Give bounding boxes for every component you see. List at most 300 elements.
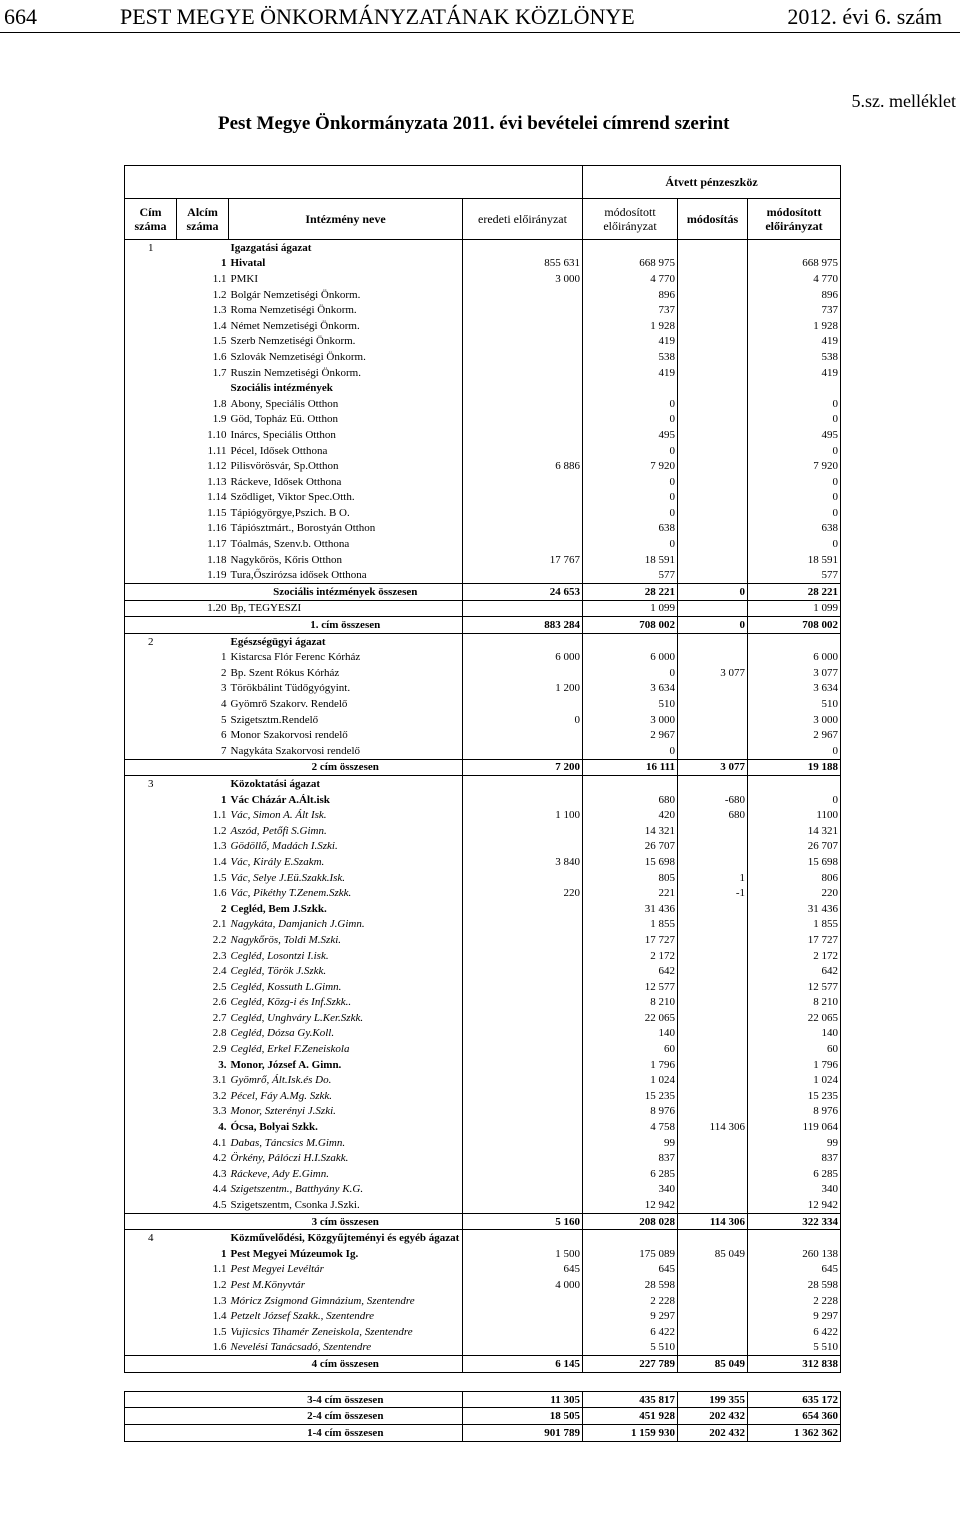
cim-cell bbox=[125, 995, 177, 1011]
alcim-cell: 2.3 bbox=[212, 949, 227, 962]
modositott-cell: 227 789 bbox=[583, 1356, 678, 1373]
modositas-cell bbox=[678, 600, 748, 617]
table-row bbox=[125, 256, 841, 272]
modositott-cell: 16 111 bbox=[583, 759, 678, 776]
alcim-cell: 2.4 bbox=[212, 965, 227, 978]
modositas-cell bbox=[678, 1135, 748, 1151]
alcim-cell: 1.20 bbox=[207, 602, 227, 615]
modositott2-cell: 654 360 bbox=[748, 1408, 841, 1425]
cim-cell bbox=[125, 349, 177, 365]
cim-cell bbox=[125, 792, 177, 808]
spacer-row bbox=[125, 1372, 841, 1391]
cim-cell bbox=[125, 1293, 177, 1309]
name-cell: Cegléd, Unghváry L.Ker.Szkk. bbox=[229, 1010, 463, 1026]
modositott-cell: 495 bbox=[583, 427, 678, 443]
table-row bbox=[125, 271, 841, 287]
grand-total-spacer bbox=[125, 1408, 229, 1425]
modositott-cell: 8 210 bbox=[583, 995, 678, 1011]
eredeti-cell: 3 840 bbox=[463, 854, 583, 870]
grand-total-spacer bbox=[125, 1424, 229, 1441]
modositott2-cell: 1100 bbox=[748, 807, 841, 823]
cim-cell bbox=[125, 490, 177, 506]
modositott-cell: 221 bbox=[583, 885, 678, 901]
alcim-cell bbox=[177, 759, 229, 776]
modositott2-cell: 1 796 bbox=[748, 1057, 841, 1073]
table-row bbox=[125, 901, 841, 917]
modositas-cell: 114 306 bbox=[678, 1213, 748, 1230]
eredeti-cell bbox=[463, 1041, 583, 1057]
modositott2-cell: 5 510 bbox=[748, 1340, 841, 1356]
name-cell: Monor, Szterényi J.Szki. bbox=[229, 1104, 463, 1120]
alcim-cell bbox=[177, 1213, 229, 1230]
name-cell: Pilisvörösvár, Sp.Otthon bbox=[229, 458, 463, 474]
eredeti-cell bbox=[463, 1182, 583, 1198]
modositas-cell bbox=[678, 380, 748, 396]
cim-cell bbox=[125, 302, 177, 318]
name-cell: Tápiósztmárt., Borostyán Otthon bbox=[229, 521, 463, 537]
cim-cell bbox=[125, 681, 177, 697]
name-cell: Örkény, Pálóczi H.I.Szakk. bbox=[229, 1150, 463, 1166]
name-cell: Tápiógyörgye,Pszich. B O. bbox=[229, 505, 463, 521]
eredeti-cell: 5 160 bbox=[463, 1213, 583, 1230]
name-cell: Bolgár Nemzetiségi Önkorm. bbox=[229, 287, 463, 303]
cim-cell bbox=[125, 521, 177, 537]
eredeti-cell bbox=[463, 349, 583, 365]
modositott2-cell: 642 bbox=[748, 963, 841, 979]
table-row bbox=[125, 743, 841, 759]
alcim-cell: 1.19 bbox=[207, 569, 227, 582]
grand-total-spacer bbox=[125, 1391, 229, 1408]
modositott2-cell: 28 221 bbox=[748, 584, 841, 601]
modositas-cell: 202 432 bbox=[678, 1424, 748, 1441]
cim-cell bbox=[125, 1182, 177, 1198]
modositas-cell bbox=[678, 948, 748, 964]
modositott-cell: 0 bbox=[583, 412, 678, 428]
modositott-cell: 0 bbox=[583, 443, 678, 459]
modositott-cell: 26 707 bbox=[583, 839, 678, 855]
eredeti-cell: 855 631 bbox=[463, 256, 583, 272]
modositott-cell: 645 bbox=[583, 1262, 678, 1278]
grand-total-row bbox=[125, 1408, 841, 1425]
table-row bbox=[125, 1340, 841, 1356]
cim-cell bbox=[125, 1166, 177, 1182]
modositott2-cell: 510 bbox=[748, 696, 841, 712]
modositott-cell: 0 bbox=[583, 505, 678, 521]
eredeti-cell: 883 284 bbox=[463, 617, 583, 634]
alcim-cell bbox=[177, 776, 229, 792]
modositas-cell bbox=[678, 1197, 748, 1213]
eredeti-cell bbox=[463, 505, 583, 521]
eredeti-cell: 11 305 bbox=[463, 1391, 583, 1408]
modositas-cell bbox=[678, 1308, 748, 1324]
name-cell: Közművelődési, Közgyűjteményi és egyéb ágazat bbox=[229, 1230, 463, 1246]
table-row bbox=[125, 334, 841, 350]
issue-label: 2012. évi 6. szám bbox=[787, 4, 942, 29]
table-row bbox=[125, 536, 841, 552]
cim-cell bbox=[125, 665, 177, 681]
modositott2-cell bbox=[748, 240, 841, 256]
modositott-cell bbox=[583, 240, 678, 256]
modositott2-header: módosított előirányzat bbox=[748, 199, 841, 240]
modositott-cell: 680 bbox=[583, 792, 678, 808]
cim-cell bbox=[125, 334, 177, 350]
alcim-cell: 1.6 bbox=[212, 1341, 227, 1354]
alcim-cell: 3.3 bbox=[212, 1105, 227, 1118]
alcim-cell: 2.2 bbox=[212, 933, 227, 946]
eredeti-header: eredeti előirányzat bbox=[463, 199, 583, 240]
modositott-cell: 419 bbox=[583, 334, 678, 350]
name-cell: Közoktatási ágazat bbox=[229, 776, 463, 792]
cim-cell bbox=[125, 318, 177, 334]
eredeti-cell bbox=[463, 948, 583, 964]
cim-cell bbox=[125, 1119, 177, 1135]
modositas-cell bbox=[678, 1230, 748, 1246]
table-row bbox=[125, 963, 841, 979]
alcim-cell: 1 bbox=[221, 793, 227, 806]
eredeti-cell bbox=[463, 633, 583, 649]
alcim-cell: 1.18 bbox=[207, 553, 227, 566]
name-cell: Pest Megyei Levéltár bbox=[229, 1262, 463, 1278]
eredeti-cell: 901 789 bbox=[463, 1424, 583, 1441]
alcim-cell: 4.1 bbox=[212, 1136, 227, 1149]
table-row bbox=[125, 1150, 841, 1166]
table-row bbox=[125, 727, 841, 743]
table-row bbox=[125, 1262, 841, 1278]
eredeti-cell bbox=[463, 396, 583, 412]
eredeti-cell bbox=[463, 1026, 583, 1042]
modositott-cell: 31 436 bbox=[583, 901, 678, 917]
cim-szama-label: száma bbox=[134, 219, 167, 233]
alcim-cell: 3 bbox=[221, 682, 227, 695]
modositas-cell bbox=[678, 1277, 748, 1293]
eredeti-cell bbox=[463, 1293, 583, 1309]
eredeti-cell: 6 000 bbox=[463, 649, 583, 665]
eredeti-cell: 1 500 bbox=[463, 1246, 583, 1262]
name-cell: Vác, Selye J.Eü.Szakk.Isk. bbox=[229, 870, 463, 886]
modositott-cell: 1 796 bbox=[583, 1057, 678, 1073]
modositott-cell: 1 855 bbox=[583, 917, 678, 933]
modositas-cell bbox=[678, 633, 748, 649]
table-row bbox=[125, 240, 841, 256]
table-row bbox=[125, 1293, 841, 1309]
modositas-cell: 3 077 bbox=[678, 665, 748, 681]
alcim-cell: 3.1 bbox=[212, 1074, 227, 1087]
cim-cell bbox=[125, 743, 177, 759]
revenue-table bbox=[124, 165, 841, 1442]
modositott-cell: 642 bbox=[583, 963, 678, 979]
eredeti-cell: 7 200 bbox=[463, 759, 583, 776]
alcim-cell: 4 bbox=[221, 698, 227, 711]
modositas-cell bbox=[678, 839, 748, 855]
name-cell: Tura,Őszirózsa idősek Otthona bbox=[229, 567, 463, 583]
cim-cell bbox=[125, 759, 177, 776]
table-row bbox=[125, 870, 841, 886]
modositott2-cell bbox=[748, 776, 841, 792]
eredeti-cell: 4 000 bbox=[463, 1277, 583, 1293]
name-cell: Egészségügyi ágazat bbox=[229, 633, 463, 649]
modositas-cell bbox=[678, 302, 748, 318]
alcim-header bbox=[177, 199, 229, 240]
cim-cell bbox=[125, 870, 177, 886]
alcim-cell: 1.12 bbox=[207, 460, 227, 473]
modositott2-cell: 22 065 bbox=[748, 1010, 841, 1026]
modositott2-cell: 14 321 bbox=[748, 823, 841, 839]
modositott2-cell: 8 976 bbox=[748, 1104, 841, 1120]
modositott2-cell: 260 138 bbox=[748, 1246, 841, 1262]
alcim-cell: 1.6 bbox=[212, 350, 227, 363]
modositott-header: módosított előirányzat bbox=[583, 199, 678, 240]
alcim-cell: 5 bbox=[221, 713, 227, 726]
cim-cell bbox=[125, 505, 177, 521]
grand-total-label: 2-4 cím összesen bbox=[229, 1408, 463, 1425]
table-row bbox=[125, 1166, 841, 1182]
cim-cell bbox=[125, 649, 177, 665]
alcim-cell: 1.4 bbox=[212, 855, 227, 868]
name-cell: Német Nemzetiségi Önkorm. bbox=[229, 318, 463, 334]
eredeti-cell bbox=[463, 443, 583, 459]
modositott-cell: 340 bbox=[583, 1182, 678, 1198]
name-cell: Pest Megyei Múzeumok Ig. bbox=[229, 1246, 463, 1262]
eredeti-cell bbox=[463, 1057, 583, 1073]
modositas-cell bbox=[678, 318, 748, 334]
modositott2-cell: 419 bbox=[748, 365, 841, 381]
modositas-cell bbox=[678, 712, 748, 728]
modositas-cell bbox=[678, 443, 748, 459]
modositas-cell bbox=[678, 1010, 748, 1026]
modositott-cell: 12 942 bbox=[583, 1197, 678, 1213]
name-cell: Cegléd, Török J.Szkk. bbox=[229, 963, 463, 979]
modositott-cell: 15 698 bbox=[583, 854, 678, 870]
modositott-cell: 0 bbox=[583, 490, 678, 506]
modositott2-cell: 2 228 bbox=[748, 1293, 841, 1309]
eredeti-cell: 18 505 bbox=[463, 1408, 583, 1425]
name-cell: Pécel, Idősek Otthona bbox=[229, 443, 463, 459]
modositott-cell bbox=[583, 776, 678, 792]
cim-cell: 4 bbox=[125, 1230, 177, 1246]
modositott2-cell: 668 975 bbox=[748, 256, 841, 272]
table-row bbox=[125, 1072, 841, 1088]
cim-cell bbox=[125, 1308, 177, 1324]
cim-cell: 2 bbox=[125, 633, 177, 649]
alcim-cell: 3. bbox=[218, 1058, 227, 1071]
name-cell: Nagykáta, Damjanich J.Gimn. bbox=[229, 917, 463, 933]
total-row bbox=[125, 1213, 841, 1230]
cim-cell bbox=[125, 823, 177, 839]
name-cell: Igazgatási ágazat bbox=[229, 240, 463, 256]
table-row bbox=[125, 552, 841, 568]
modositott2-cell: 0 bbox=[748, 505, 841, 521]
modositott2-cell: 0 bbox=[748, 490, 841, 506]
table-row bbox=[125, 490, 841, 506]
modositas-cell bbox=[678, 521, 748, 537]
cim-cell bbox=[125, 1057, 177, 1073]
name-cell: Dabas, Táncsics M.Gimn. bbox=[229, 1135, 463, 1151]
eredeti-cell bbox=[463, 727, 583, 743]
eredeti-cell bbox=[463, 870, 583, 886]
modositott-cell: 0 bbox=[583, 743, 678, 759]
modositott2-cell: 737 bbox=[748, 302, 841, 318]
cim-cell: 1 bbox=[125, 240, 177, 256]
eredeti-cell: 1 100 bbox=[463, 807, 583, 823]
cim-cell bbox=[125, 427, 177, 443]
eredeti-cell bbox=[463, 917, 583, 933]
cim-cell bbox=[125, 256, 177, 272]
alcim-cell: 4.5 bbox=[212, 1199, 227, 1212]
table-row bbox=[125, 318, 841, 334]
table-row bbox=[125, 979, 841, 995]
modositas-cell bbox=[678, 536, 748, 552]
modositas-cell: 202 432 bbox=[678, 1408, 748, 1425]
modositott2-cell: 15 235 bbox=[748, 1088, 841, 1104]
modositott-cell: 4 758 bbox=[583, 1119, 678, 1135]
alcim-cell: 2.6 bbox=[212, 996, 227, 1009]
modositott2-cell: 0 bbox=[748, 474, 841, 490]
alcim-cell bbox=[177, 380, 229, 396]
eredeti-cell bbox=[463, 240, 583, 256]
name-cell: Vác, Simon A. Ált Isk. bbox=[229, 807, 463, 823]
modositott2-cell: 0 bbox=[748, 443, 841, 459]
table-row bbox=[125, 681, 841, 697]
modositott-cell: 538 bbox=[583, 349, 678, 365]
alcim-cell: 1.17 bbox=[207, 538, 227, 551]
cim-cell bbox=[125, 1277, 177, 1293]
table-row bbox=[125, 1119, 841, 1135]
table-row bbox=[125, 1041, 841, 1057]
eredeti-cell bbox=[463, 334, 583, 350]
modositas-cell: 85 049 bbox=[678, 1356, 748, 1373]
cim-cell bbox=[125, 696, 177, 712]
table-row bbox=[125, 287, 841, 303]
modositott-cell: 896 bbox=[583, 287, 678, 303]
table-row bbox=[125, 1057, 841, 1073]
name-cell: 4 cím összesen bbox=[229, 1356, 463, 1373]
table-row bbox=[125, 1277, 841, 1293]
cim-cell bbox=[125, 552, 177, 568]
modositott2-cell: 4 770 bbox=[748, 271, 841, 287]
name-cell: Gyömrő, Ált.Isk.és Do. bbox=[229, 1072, 463, 1088]
cim-cell bbox=[125, 948, 177, 964]
document-title: Pest Megye Önkormányzata 2011. évi bevételei címrend szerint bbox=[218, 113, 730, 134]
modositott-cell: 0 bbox=[583, 396, 678, 412]
modositas-cell bbox=[678, 256, 748, 272]
name-cell: Szociális intézmények összesen bbox=[229, 584, 463, 601]
modositott2-cell: 18 591 bbox=[748, 552, 841, 568]
eredeti-cell bbox=[463, 318, 583, 334]
modositas-cell bbox=[678, 505, 748, 521]
table-row bbox=[125, 995, 841, 1011]
name-cell: Nevelési Tanácsadó, Szentendre bbox=[229, 1340, 463, 1356]
name-cell: Móricz Zsigmond Gimnázium, Szentendre bbox=[229, 1293, 463, 1309]
modositott2-cell: 1 099 bbox=[748, 600, 841, 617]
alcim-cell: 1.3 bbox=[212, 840, 227, 853]
table-row bbox=[125, 521, 841, 537]
alcim-cell: 2 bbox=[221, 902, 227, 915]
modositott2-cell: 806 bbox=[748, 870, 841, 886]
modositott-cell: 8 976 bbox=[583, 1104, 678, 1120]
name-cell: 3 cím összesen bbox=[229, 1213, 463, 1230]
alcim-cell bbox=[177, 617, 229, 634]
cim-cell bbox=[125, 1324, 177, 1340]
name-cell: Szigetszentm., Batthyány K.G. bbox=[229, 1182, 463, 1198]
name-cell: Gödöllő, Madách I.Szki. bbox=[229, 839, 463, 855]
modositott-cell: 708 002 bbox=[583, 617, 678, 634]
modositott2-cell: 419 bbox=[748, 334, 841, 350]
modositott2-cell: 8 210 bbox=[748, 995, 841, 1011]
name-cell: Aszód, Petőfi S.Gimn. bbox=[229, 823, 463, 839]
eredeti-cell bbox=[463, 567, 583, 583]
table-row bbox=[125, 505, 841, 521]
modositott2-cell: 1 928 bbox=[748, 318, 841, 334]
alcim-cell: 2.1 bbox=[212, 918, 227, 931]
table-row bbox=[125, 600, 841, 617]
table-row bbox=[125, 1135, 841, 1151]
eredeti-cell bbox=[463, 776, 583, 792]
table-row bbox=[125, 776, 841, 792]
cim-cell bbox=[125, 1041, 177, 1057]
modositas-cell bbox=[678, 932, 748, 948]
cim-cell bbox=[125, 932, 177, 948]
name-cell: Szigetsztm.Rendelő bbox=[229, 712, 463, 728]
modositas-cell: 680 bbox=[678, 807, 748, 823]
modositott2-cell: 0 bbox=[748, 396, 841, 412]
cim-cell bbox=[125, 380, 177, 396]
modositott2-cell: 3 000 bbox=[748, 712, 841, 728]
page-header bbox=[0, 2, 960, 33]
name-cell: Sződliget, Viktor Spec.Otth. bbox=[229, 490, 463, 506]
eredeti-cell bbox=[463, 665, 583, 681]
modositott-cell: 18 591 bbox=[583, 552, 678, 568]
modositott-cell: 22 065 bbox=[583, 1010, 678, 1026]
eredeti-cell: 6 145 bbox=[463, 1356, 583, 1373]
modositott-cell: 7 920 bbox=[583, 458, 678, 474]
name-cell: Cegléd, Erkel F.Zeneiskola bbox=[229, 1041, 463, 1057]
eredeti-cell bbox=[463, 490, 583, 506]
modositott-cell: 805 bbox=[583, 870, 678, 886]
modositas-cell bbox=[678, 854, 748, 870]
eredeti-cell bbox=[463, 901, 583, 917]
modositott2-cell: 12 942 bbox=[748, 1197, 841, 1213]
modositas-cell bbox=[678, 334, 748, 350]
modositott2-cell: 1 362 362 bbox=[748, 1424, 841, 1441]
name-cell: Hivatal bbox=[229, 256, 463, 272]
eredeti-cell bbox=[463, 600, 583, 617]
modositas-cell bbox=[678, 365, 748, 381]
name-cell: Kistarcsa Flór Ferenc Kórház bbox=[229, 649, 463, 665]
eredeti-cell bbox=[463, 1135, 583, 1151]
cim-cell bbox=[125, 1088, 177, 1104]
name-cell: Tóalmás, Szenv.b. Otthona bbox=[229, 536, 463, 552]
total-row bbox=[125, 759, 841, 776]
modositott2-cell: 3 077 bbox=[748, 665, 841, 681]
modositas-cell bbox=[678, 995, 748, 1011]
modositas-cell bbox=[678, 649, 748, 665]
modositott2-cell: 708 002 bbox=[748, 617, 841, 634]
modositott-cell: 9 297 bbox=[583, 1308, 678, 1324]
table-row bbox=[125, 1230, 841, 1246]
modositott-cell: 3 000 bbox=[583, 712, 678, 728]
cim-cell bbox=[125, 885, 177, 901]
cim-cell bbox=[125, 443, 177, 459]
cim-cell bbox=[125, 917, 177, 933]
cim-cell: 3 bbox=[125, 776, 177, 792]
eredeti-cell bbox=[463, 696, 583, 712]
alcim-cell: 4. bbox=[218, 1121, 227, 1134]
annex-label: 5.sz. melléklet bbox=[851, 91, 956, 111]
name-cell: Pécel, Fáy A.Mg. Szkk. bbox=[229, 1088, 463, 1104]
modositott-cell: 577 bbox=[583, 567, 678, 583]
cim-cell bbox=[125, 1010, 177, 1026]
group-header: Átvett pénzeszköz bbox=[583, 166, 841, 199]
